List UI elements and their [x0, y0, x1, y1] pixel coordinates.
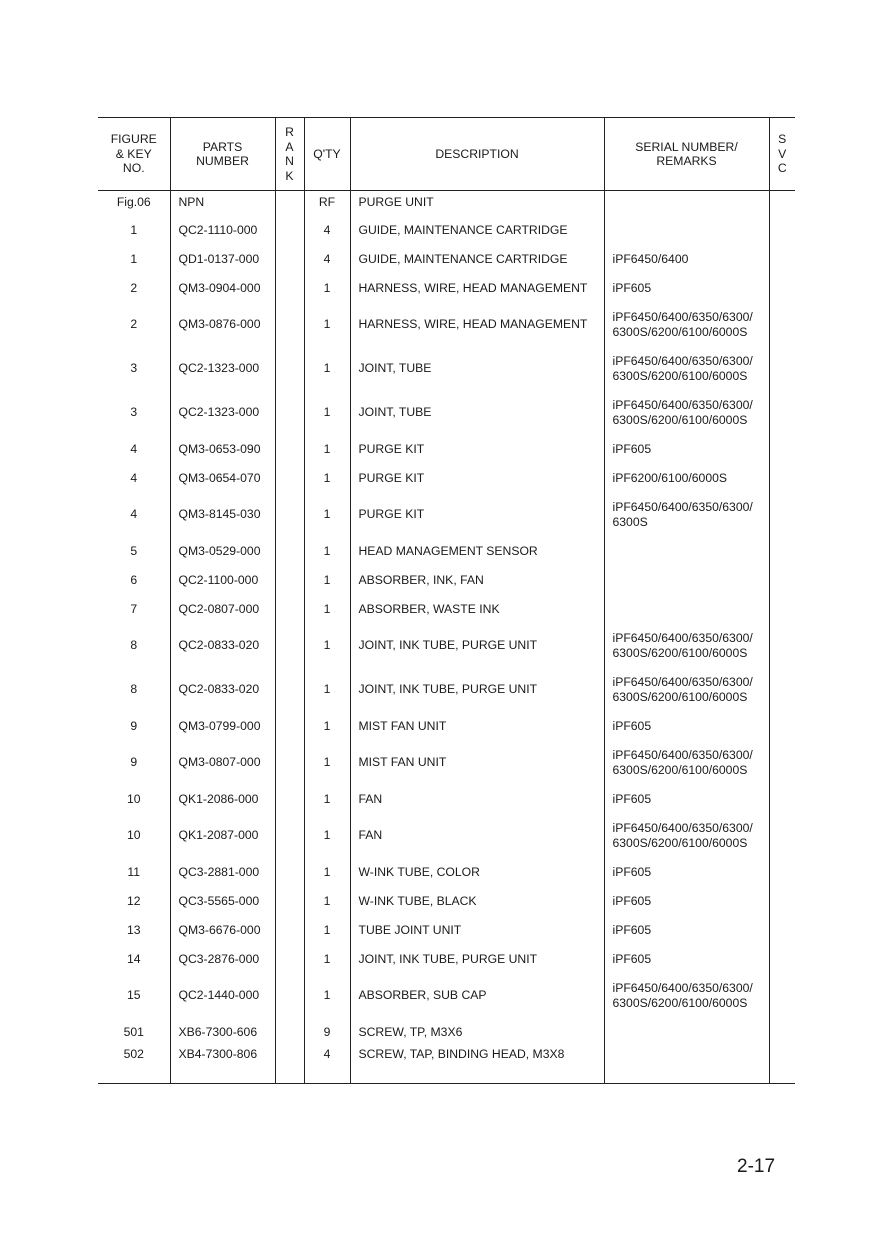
svc-cell	[769, 274, 795, 303]
qty-cell: 1	[304, 814, 350, 858]
table-row	[98, 741, 795, 785]
part-number-cell: QC2-0833-020	[170, 668, 275, 712]
rank-cell	[275, 785, 304, 814]
svc-cell	[769, 1047, 795, 1084]
table-row	[98, 537, 795, 566]
table-body	[98, 191, 795, 1084]
part-number-cell: NPN	[170, 191, 275, 217]
rank-cell	[275, 1047, 304, 1084]
description-cell: FAN	[350, 814, 604, 858]
rank-cell	[275, 595, 304, 624]
qty-cell: 1	[304, 303, 350, 347]
rank-cell	[275, 1018, 304, 1047]
description-cell: W-INK TUBE, BLACK	[350, 887, 604, 916]
table-row	[98, 814, 795, 858]
description-cell: PURGE KIT	[350, 435, 604, 464]
parts-list-table	[98, 117, 795, 1084]
qty-cell: 1	[304, 974, 350, 1018]
figure-key-cell: 14	[126, 951, 141, 966]
figure-key-cell: 7	[130, 601, 138, 616]
description-cell: JOINT, INK TUBE, PURGE UNIT	[350, 624, 604, 668]
header-row	[98, 118, 795, 191]
part-number-cell: QC3-2881-000	[170, 858, 275, 887]
serial-remarks-cell	[604, 537, 769, 566]
figure-key-cell: 502	[98, 1047, 170, 1084]
rank-cell	[275, 814, 304, 858]
serial-remarks-cell: iPF605	[604, 274, 769, 303]
serial-remarks-cell: iPF6450/6400/6350/6300/ 6300S/6200/6100/6000S	[604, 624, 769, 668]
description-cell: GUIDE, MAINTENANCE CARTRIDGE	[350, 245, 604, 274]
serial-remarks-cell: iPF6200/6100/6000S	[604, 464, 769, 493]
serial-remarks-cell: iPF6450/6400/6350/6300/ 6300S/6200/6100/6000S	[604, 974, 769, 1018]
description-cell: ABSORBER, SUB CAP	[350, 974, 604, 1018]
part-number-cell: XB6-7300-606	[170, 1018, 275, 1047]
description-cell: TUBE JOINT UNIT	[350, 916, 604, 945]
qty-cell: 1	[304, 566, 350, 595]
svc-cell	[769, 216, 795, 245]
part-number-cell: QM3-6676-000	[170, 916, 275, 945]
part-number-cell: QK1-2086-000	[170, 785, 275, 814]
table-row	[98, 274, 795, 303]
figure-key-cell: 501	[123, 1024, 144, 1039]
rank-cell	[275, 303, 304, 347]
part-number-cell: QM3-8145-030	[170, 493, 275, 537]
serial-remarks-cell	[604, 595, 769, 624]
description-cell: ABSORBER, WASTE INK	[350, 595, 604, 624]
serial-remarks-cell	[604, 191, 769, 217]
serial-remarks-cell: iPF6450/6400/6350/6300/ 6300S/6200/6100/6000S	[604, 814, 769, 858]
qty-cell: 1	[304, 464, 350, 493]
figure-key-cell: 5	[130, 543, 138, 558]
figure-key-cell: 4	[130, 441, 138, 456]
figure-key-cell: 6	[130, 572, 138, 587]
serial-remarks-cell: iPF6450/6400/6350/6300/ 6300S/6200/6100/6000S	[604, 668, 769, 712]
qty-cell: 1	[304, 595, 350, 624]
qty-cell: 1	[304, 537, 350, 566]
description-cell: FAN	[350, 785, 604, 814]
description-cell: PURGE KIT	[350, 464, 604, 493]
table-row	[98, 493, 795, 537]
serial-remarks-cell: iPF605	[604, 712, 769, 741]
rank-cell	[275, 216, 304, 245]
svc-cell	[769, 191, 795, 217]
qty-cell: 9	[304, 1018, 350, 1047]
part-number-cell: QC2-1100-000	[170, 566, 275, 595]
table-row	[98, 668, 795, 712]
rank-cell	[275, 274, 304, 303]
rank-cell	[275, 245, 304, 274]
table-row	[98, 347, 795, 391]
figure-key-cell: 11	[127, 864, 141, 879]
part-number-cell: QM3-0904-000	[170, 274, 275, 303]
part-number-cell: QM3-0529-000	[170, 537, 275, 566]
figure-key-cell: 3	[130, 361, 138, 376]
svc-cell	[769, 624, 795, 668]
description-cell: SCREW, TAP, BINDING HEAD, M3X8	[350, 1047, 604, 1084]
svc-cell	[769, 464, 795, 493]
qty-cell: 1	[304, 916, 350, 945]
table-row	[98, 1018, 795, 1047]
figure-key-cell: 12	[126, 893, 141, 908]
table-row	[98, 712, 795, 741]
svc-cell	[769, 566, 795, 595]
part-number-cell: QC3-5565-000	[170, 887, 275, 916]
svc-cell	[769, 537, 795, 566]
rank-cell	[275, 624, 304, 668]
table-row	[98, 916, 795, 945]
serial-remarks-cell: iPF6450/6400/6350/6300/ 6300S/6200/6100/6000S	[604, 391, 769, 435]
header-parts-number: PARTS NUMBER	[170, 118, 275, 191]
qty-cell: 1	[304, 785, 350, 814]
qty-cell: 1	[304, 274, 350, 303]
serial-remarks-cell	[604, 1047, 769, 1084]
svc-cell	[769, 887, 795, 916]
serial-remarks-cell: iPF6450/6400/6350/6300/ 6300S	[604, 493, 769, 537]
table-header	[98, 118, 795, 191]
description-cell: SCREW, TP, M3X6	[350, 1018, 604, 1047]
qty-cell: 1	[304, 435, 350, 464]
serial-remarks-cell: iPF6450/6400/6350/6300/ 6300S/6200/6100/6000S	[604, 303, 769, 347]
serial-remarks-cell: iPF605	[604, 435, 769, 464]
description-cell: HARNESS, WIRE, HEAD MANAGEMENT	[350, 274, 604, 303]
part-number-cell: QC2-1110-000	[170, 216, 275, 245]
table-row	[98, 435, 795, 464]
qty-cell: 1	[304, 712, 350, 741]
description-cell: HEAD MANAGEMENT SENSOR	[350, 537, 604, 566]
serial-remarks-cell	[604, 566, 769, 595]
part-number-cell: QM3-0653-090	[170, 435, 275, 464]
svc-cell	[769, 347, 795, 391]
figure-key-cell: 13	[126, 922, 141, 937]
serial-remarks-cell: iPF6450/6400	[604, 245, 769, 274]
qty-cell: 1	[304, 347, 350, 391]
qty-cell: 4	[304, 216, 350, 245]
svc-cell	[769, 391, 795, 435]
part-number-cell: QK1-2087-000	[170, 814, 275, 858]
header-serial-remarks: SERIAL NUMBER/ REMARKS	[604, 118, 769, 191]
figure-key-cell: Fig.06	[116, 195, 151, 209]
qty-cell: 1	[304, 887, 350, 916]
part-number-cell: QD1-0137-000	[170, 245, 275, 274]
rank-cell	[275, 347, 304, 391]
rank-cell	[275, 974, 304, 1018]
qty-cell: 1	[304, 858, 350, 887]
qty-cell: 1	[304, 624, 350, 668]
qty-cell: 1	[304, 945, 350, 974]
rank-cell	[275, 887, 304, 916]
figure-key-cell: 4	[130, 507, 138, 522]
part-number-cell: QM3-0876-000	[170, 303, 275, 347]
part-number-cell: QC2-1323-000	[170, 347, 275, 391]
part-number-cell: QC2-0807-000	[170, 595, 275, 624]
svc-cell	[769, 595, 795, 624]
svc-cell	[769, 741, 795, 785]
figure-key-cell: 3	[130, 405, 138, 420]
svc-cell	[769, 245, 795, 274]
part-number-cell: QM3-0654-070	[170, 464, 275, 493]
rank-cell	[275, 464, 304, 493]
part-number-cell: QM3-0807-000	[170, 741, 275, 785]
svc-cell	[769, 916, 795, 945]
header-figure-key-no: FIGURE & KEY NO.	[98, 118, 170, 191]
description-cell: HARNESS, WIRE, HEAD MANAGEMENT	[350, 303, 604, 347]
rank-cell	[275, 741, 304, 785]
description-cell: JOINT, INK TUBE, PURGE UNIT	[350, 945, 604, 974]
description-cell: GUIDE, MAINTENANCE CARTRIDGE	[350, 216, 604, 245]
description-cell: JOINT, TUBE	[350, 391, 604, 435]
part-number-cell: QM3-0799-000	[170, 712, 275, 741]
serial-remarks-cell: iPF605	[604, 916, 769, 945]
qty-cell: RF	[304, 191, 350, 217]
rank-cell	[275, 566, 304, 595]
rank-cell	[275, 945, 304, 974]
description-cell: W-INK TUBE, COLOR	[350, 858, 604, 887]
description-cell: JOINT, TUBE	[350, 347, 604, 391]
table-row	[98, 391, 795, 435]
qty-cell: 4	[304, 245, 350, 274]
table-row	[98, 887, 795, 916]
table-row	[98, 566, 795, 595]
table-row	[98, 303, 795, 347]
svc-cell	[769, 668, 795, 712]
svc-cell	[769, 712, 795, 741]
figure-key-cell: 4	[130, 470, 138, 485]
qty-cell: 1	[304, 493, 350, 537]
serial-remarks-cell: iPF605	[604, 945, 769, 974]
qty-cell: 4	[304, 1047, 350, 1084]
figure-key-cell: 9	[130, 755, 138, 770]
part-number-cell: QC2-1440-000	[170, 974, 275, 1018]
qty-cell: 1	[304, 741, 350, 785]
serial-remarks-cell: iPF605	[604, 887, 769, 916]
svc-cell	[769, 785, 795, 814]
rank-cell	[275, 916, 304, 945]
svc-cell	[769, 1018, 795, 1047]
rank-cell	[275, 435, 304, 464]
svc-cell	[769, 435, 795, 464]
svc-cell	[769, 814, 795, 858]
figure-key-cell: 15	[126, 988, 141, 1003]
description-cell: ABSORBER, INK, FAN	[350, 566, 604, 595]
rank-cell	[275, 391, 304, 435]
table-row	[98, 945, 795, 974]
rank-cell	[275, 668, 304, 712]
header-svc: S V C	[769, 118, 795, 191]
rank-cell	[275, 712, 304, 741]
svc-cell	[769, 974, 795, 1018]
table-row	[98, 858, 795, 887]
figure-key-cell: 1	[130, 251, 138, 266]
table-row	[98, 464, 795, 493]
description-cell: MIST FAN UNIT	[350, 741, 604, 785]
serial-remarks-cell: iPF605	[604, 785, 769, 814]
qty-cell: 1	[304, 668, 350, 712]
header-qty: Q'TY	[304, 118, 350, 191]
svc-cell	[769, 945, 795, 974]
table-row	[98, 974, 795, 1018]
description-cell: PURGE UNIT	[350, 191, 604, 217]
rank-cell	[275, 537, 304, 566]
figure-key-cell: 8	[130, 682, 138, 697]
figure-key-cell: 10	[126, 828, 141, 843]
table-row	[98, 216, 795, 245]
serial-remarks-cell: iPF6450/6400/6350/6300/ 6300S/6200/6100/6000S	[604, 347, 769, 391]
rank-cell	[275, 858, 304, 887]
serial-remarks-cell	[604, 1018, 769, 1047]
part-number-cell: QC2-1323-000	[170, 391, 275, 435]
description-cell: JOINT, INK TUBE, PURGE UNIT	[350, 668, 604, 712]
figure-key-cell: 2	[130, 317, 138, 332]
table-row	[98, 595, 795, 624]
svc-cell	[769, 303, 795, 347]
svc-cell	[769, 858, 795, 887]
rank-cell	[275, 493, 304, 537]
svc-cell	[769, 493, 795, 537]
figure-key-cell: 8	[130, 638, 138, 653]
figure-key-cell: 10	[126, 791, 141, 806]
serial-remarks-cell	[604, 216, 769, 245]
description-cell: MIST FAN UNIT	[350, 712, 604, 741]
part-number-cell: QC2-0833-020	[170, 624, 275, 668]
table-row	[98, 191, 795, 217]
table-row	[98, 245, 795, 274]
figure-key-cell: 9	[130, 718, 138, 733]
table-row	[98, 1047, 795, 1084]
figure-key-cell: 2	[130, 280, 138, 295]
part-number-cell: XB4-7300-806	[170, 1047, 275, 1084]
table-row	[98, 624, 795, 668]
header-description: DESCRIPTION	[350, 118, 604, 191]
serial-remarks-cell: iPF6450/6400/6350/6300/ 6300S/6200/6100/6000S	[604, 741, 769, 785]
figure-key-cell: 1	[130, 222, 138, 237]
serial-remarks-cell: iPF605	[604, 858, 769, 887]
page-number: 2-17	[737, 1156, 776, 1177]
header-rank: R A N K	[275, 118, 304, 191]
description-cell: PURGE KIT	[350, 493, 604, 537]
qty-cell: 1	[304, 391, 350, 435]
part-number-cell: QC3-2876-000	[170, 945, 275, 974]
table-row	[98, 785, 795, 814]
rank-cell	[275, 191, 304, 217]
